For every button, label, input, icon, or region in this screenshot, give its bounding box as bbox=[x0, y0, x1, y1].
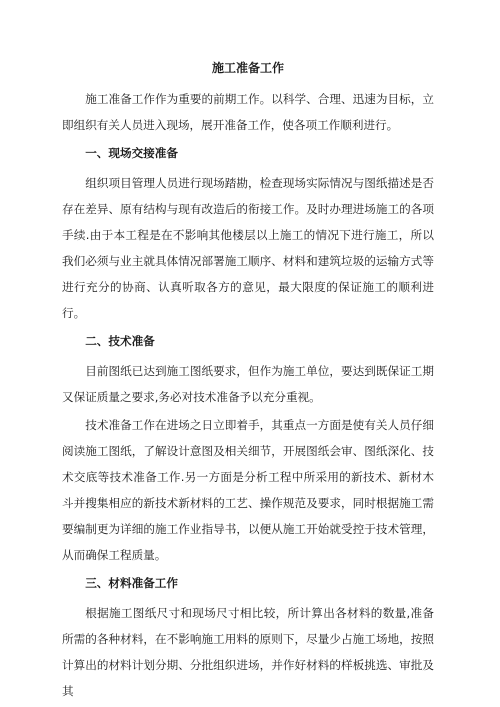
paragraph: 技术准备工作在进场之日立即着手，其重点一方面是使有关人员仔细阅读施工图纸，了解设计意图及相关细节，开展图纸会审、图纸深化、技术交底等技术准备工作.另一方面是分析工程中所采用的新技术、新材木斗并搜集相应的新技术新材料的工艺、操作规范及要求，同时根据施工需要编制更为详细的施工作业指导书，以便从施工开始就受控于技术管理，从而确保工程质量。 bbox=[62, 418, 434, 562]
section-heading-material-prep: 三、材料准备工作 bbox=[85, 576, 178, 590]
section-body-site-handover bbox=[62, 170, 434, 326]
document-title: 施工准备工作 bbox=[211, 61, 284, 75]
paragraph: 根据施工图纸尺寸和现场尺寸相比较，所计算出各材料的数量,准备所需的各种材料，在不影响施工用料的原则下，尽量少占施工场地，按照计算出的材料计划分期、分批组织进场，并作好材料的样板挑选、审批及其 bbox=[62, 606, 434, 698]
section-heading-site-handover: 一、现场交接准备 bbox=[85, 146, 178, 160]
paragraph: 目前图纸已达到施工图纸要求，但作为施工单位，要达到既保证工期又保证质量之要求,务必对技术准备予以充分重视。 bbox=[62, 364, 434, 404]
intro-paragraph: 施工准备工作作为重要的前期工作。以科学、合理、迅速为目标，立即组织有关人员进入现场，展开准备工作，使各项工作顺利进行。 bbox=[62, 92, 434, 132]
section-body-technical-prep bbox=[62, 358, 434, 568]
section-heading-technical-prep: 二、技术准备 bbox=[85, 334, 155, 348]
paragraph: 组织项目管理人员进行现场踏勘，检查现场实际情况与图纸描述是否存在差异、原有结构与现有改造后的衔接工作。及时办理进场施工的各项手续.由于本工程是在不影响其他楼层以上施工的情况下进行施工，所以我们必须与业主就具体情况部署施工顺序、材料和建筑垃圾的运输方式等进行充分的协商、认真听取各方的意见，最大限度的保证施工的顺利进行。 bbox=[62, 176, 434, 320]
document-page bbox=[62, 58, 434, 704]
section-body-material-prep bbox=[62, 600, 434, 704]
